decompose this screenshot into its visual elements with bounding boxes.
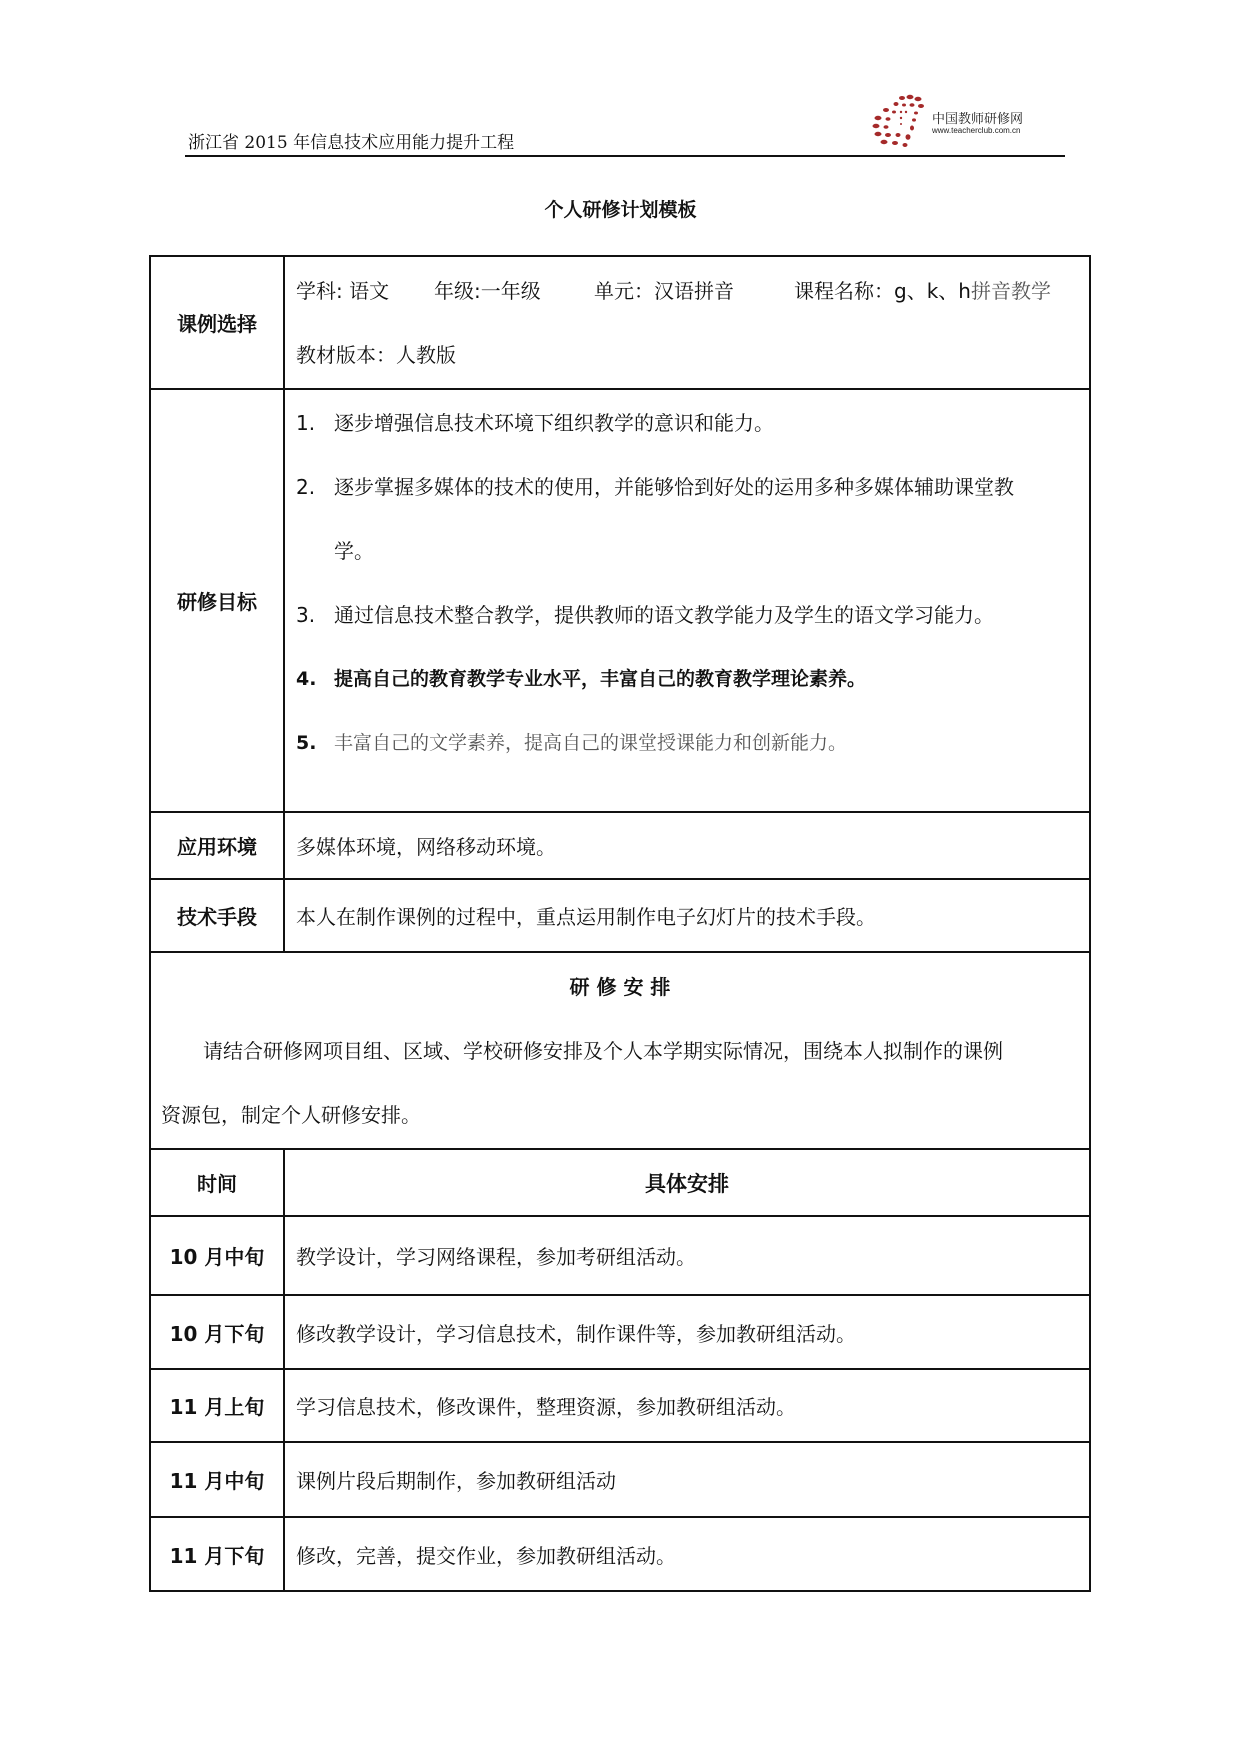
schedule-plan: 学习信息技术，修改课件，整理资源，参加教研组活动。 [284, 1369, 1090, 1442]
grade-field: 年级:一年级 [434, 278, 541, 303]
row-goals [150, 389, 1090, 812]
arrangement-intro-line: 请结合研修网项目组、区域、学校研修安排及个人本学期实际情况，围绕本人拟制作的课例 [203, 1038, 1003, 1063]
schedule-time: 11 月中旬 [150, 1442, 284, 1517]
schedule-plan: 修改，完善，提交作业，参加教研组活动。 [284, 1517, 1090, 1591]
goal-item: 2. 逐步掌握多媒体的技术的使用，并能够恰到好处的运用多种多媒体辅助课堂教 [296, 475, 1014, 499]
teacherclub-logo [868, 92, 1058, 148]
textbook-field: 教材版本：人教版 [296, 342, 456, 367]
label-environment: 应用环境 [150, 812, 284, 879]
goal-item: 3. 通过信息技术整合教学，提供教师的语文教学能力及学生的语文学习能力。 [296, 603, 994, 627]
logo-swirl-icon [868, 92, 932, 148]
subject-field: 学科: 语文 [296, 278, 390, 303]
schedule-plan: 修改教学设计，学习信息技术，制作课件等，参加教研组活动。 [284, 1295, 1090, 1369]
schedule-row [150, 1517, 1090, 1591]
schedule-time: 10 月下旬 [150, 1295, 284, 1369]
schedule-row [150, 1295, 1090, 1369]
arrangement-intro [150, 952, 1090, 1149]
schedule-plan: 课例片段后期制作，参加教研组活动 [284, 1442, 1090, 1517]
arrangement-intro-line: 资源包，制定个人研修安排。 [161, 1102, 421, 1127]
schedule-row [150, 1442, 1090, 1517]
column-header-plan: 具体安排 [284, 1149, 1090, 1216]
row-technique [150, 879, 1090, 952]
goal-item: 4. 提高自己的教育教学专业水平，丰富自己的教育教学理论素养。 [296, 668, 867, 690]
document-title: 个人研修计划模板 [544, 199, 697, 221]
header-divider [185, 155, 1065, 157]
logo-name: 中国教师研修网 [932, 112, 1024, 127]
goal-item: 5. 丰富自己的文学素养，提高自己的课堂授课能力和创新能力。 [296, 732, 848, 754]
label-goals: 研修目标 [150, 389, 284, 812]
goals-content [284, 389, 1090, 812]
technique-value: 本人在制作课例的过程中，重点运用制作电子幻灯片的技术手段。 [284, 879, 1090, 952]
row-course-selection [150, 256, 1090, 389]
schedule-time: 10 月中旬 [150, 1216, 284, 1295]
schedule-row [150, 1369, 1090, 1442]
project-title: 浙江省 2015 年信息技术应用能力提升工程 [188, 133, 515, 153]
course-name-suffix: 拼音教学 [970, 278, 1051, 303]
goal-item-continuation: 学。 [334, 539, 374, 563]
row-environment [150, 812, 1090, 879]
unit-field: 单元：汉语拼音 [594, 278, 734, 303]
schedule-row [150, 1216, 1090, 1295]
arrangement-heading: 研 修 安 排 [569, 974, 671, 999]
column-header-time: 时间 [150, 1149, 284, 1216]
course-selection-content [284, 256, 1090, 389]
schedule-plan: 教学设计，学习网络课程，参加考研组活动。 [284, 1216, 1090, 1295]
schedule-time: 11 月下旬 [150, 1517, 284, 1591]
schedule-time: 11 月上旬 [150, 1369, 284, 1442]
plan-table [149, 255, 1091, 1592]
label-technique: 技术手段 [150, 879, 284, 952]
row-arrangement-intro [150, 952, 1090, 1149]
goal-item: 1. 逐步增强信息技术环境下组织教学的意识和能力。 [296, 411, 774, 435]
schedule-header-row [150, 1149, 1090, 1216]
environment-value: 多媒体环境，网络移动环境。 [284, 812, 1090, 879]
label-course-selection: 课例选择 [150, 256, 284, 389]
logo-url: www.teacherclub.com.cn [932, 126, 1021, 135]
course-name-field: 课程名称：g、k、h [794, 278, 971, 303]
